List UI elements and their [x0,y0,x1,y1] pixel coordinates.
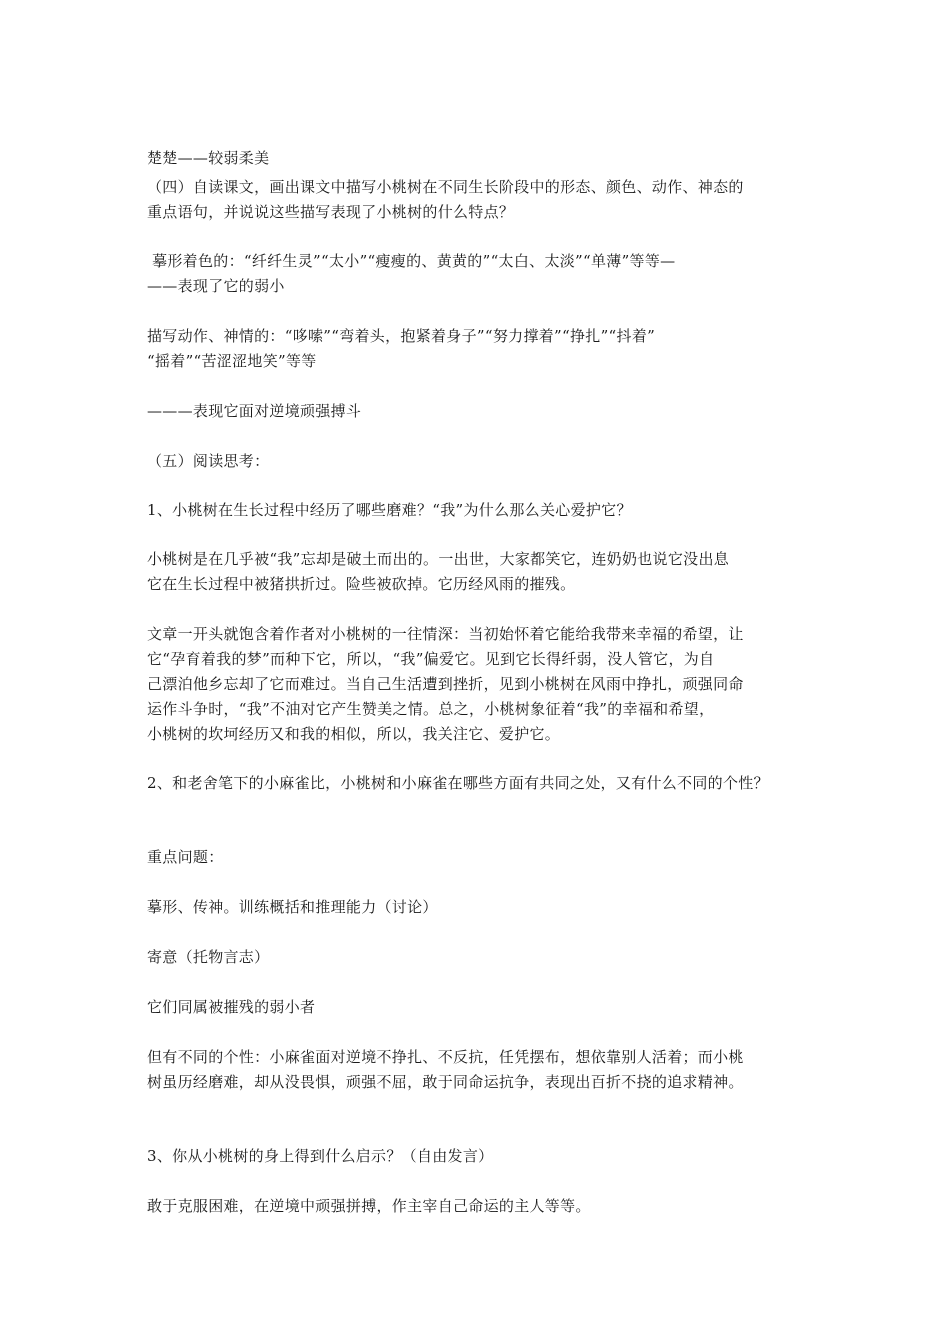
text-line: “摇着”“苦涩涩地笑”等等 [147,352,317,370]
text-line: 但有不同的个性：小麻雀面对逆境不挣扎、不反抗，任凭摆布，想依靠别人活着；而小桃 [147,1048,744,1066]
section-heading: （五）阅读思考： [147,452,270,470]
text-line: ——表现了它的弱小 [147,277,285,295]
text-line: 敢于克服困难，在逆境中顽强拼搏，作主宰自己命运的主人等等。 [147,1197,591,1215]
text-line: 寄意（托物言志） [147,948,270,966]
text-line: 它“孕育着我的梦”而种下它，所以，“我”偏爱它。见到它长得纤弱，没人管它，为自 [147,650,715,668]
text-line: 楚楚——较弱柔美 [147,149,270,167]
text-line: 它们同属被摧残的弱小者 [147,998,316,1016]
question-1: 1、小桃树在生长过程中经历了哪些磨难？“我”为什么那么关心爱护它？ [147,501,632,519]
text-line: 它在生长过程中被猪拱折过。险些被砍掉。它历经风雨的摧残。 [147,575,576,593]
text-line: 摹形、传神。训练概括和推理能力（讨论） [147,898,438,916]
question-2: 2、和老舍笔下的小麻雀比，小桃树和小麻雀在哪些方面有共同之处，又有什么不同的个性？ [147,774,769,792]
text-line: 摹形着色的：“纤纤生灵”“太小”“瘦瘦的、黄黄的”“太白、太淡”“单薄”等等— [147,252,676,270]
text-line: 小桃树是在几乎被“我”忘却是破土而出的。一出世，大家都笑它，连奶奶也说它没出息 [147,550,730,568]
text-line: 重点问题： [147,848,224,866]
text-line: 小桃树的坎坷经历又和我的相似，所以，我关注它、爱护它。 [147,725,561,743]
text-line: 树虽历经磨难，却从没畏惧，顽强不屈，敢于同命运抗争，表现出百折不挠的追求精神。 [147,1073,744,1091]
question-3: 3、你从小桃树的身上得到什么启示？（自由发言） [147,1147,494,1165]
text-line: 描写动作、神情的：“哆嗦”“弯着头，抱紧着身子”“努力撑着”“挣扎”“抖着” [147,327,656,345]
text-line: 运作斗争时，“我”不油对它产生赞美之情。总之，小桃树象征着“我”的幸福和希望， [147,700,715,718]
text-line: 己漂泊他乡忘却了它而难过。当自己生活遭到挫折，见到小桃树在风雨中挣扎，顽强同命 [147,675,744,693]
text-line: （四）自读课文，画出课文中描写小桃树在不同生长阶段中的形态、颜色、动作、神态的 [147,178,744,196]
text-line: 文章一开头就饱含着作者对小桃树的一往情深：当初始怀着它能给我带来幸福的希望，让 [147,625,744,643]
text-line: ———表现它面对逆境顽强搏斗 [147,402,362,420]
text-line: 重点语句，并说说这些描写表现了小桃树的什么特点？ [147,203,515,221]
